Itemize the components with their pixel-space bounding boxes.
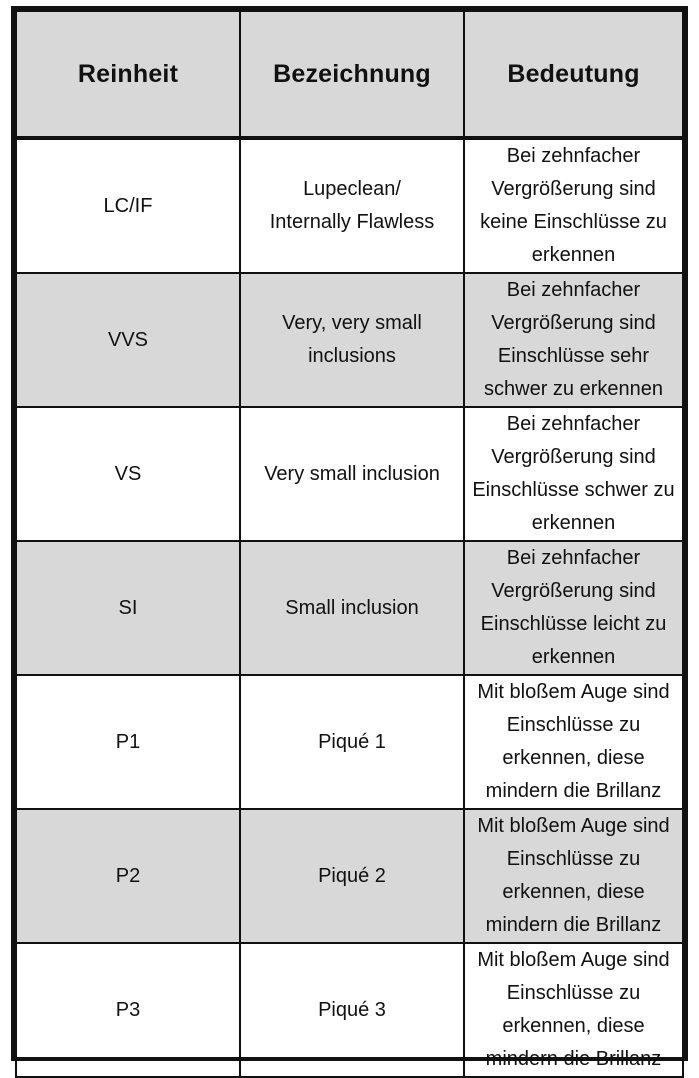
header-bezeichnung: Bezeichnung [240, 11, 464, 138]
cell-line: Lupeclean/ [303, 178, 401, 200]
cell-line: Einschlüsse zu [506, 848, 641, 870]
table-row [16, 809, 683, 943]
cell-line: mindern die Brillanz [485, 1048, 662, 1070]
cell-line: Mit bloßem Auge sind [477, 949, 670, 971]
cell-line: Bei zehnfacher [506, 547, 641, 569]
cell-line: Very, very small [282, 312, 422, 334]
cell-line: Vergrößerung sind [491, 580, 656, 602]
cell-line: Vergrößerung sind [491, 446, 656, 468]
cell-bezeichnung [240, 138, 464, 273]
cell-line: erkennen, diese [502, 747, 645, 769]
cell-line: Einschlüsse leicht zu [480, 613, 667, 635]
cell-reinheit: P1 [16, 675, 240, 809]
cell-reinheit: SI [16, 541, 240, 675]
cell-bedeutung [464, 675, 683, 809]
cell-reinheit: P2 [16, 809, 240, 943]
cell-line: Vergrößerung sind [491, 178, 656, 200]
cell-line: schwer zu erkennen [484, 378, 663, 400]
cell-reinheit: LC/IF [16, 138, 240, 273]
cell-bezeichnung [240, 675, 464, 809]
clarity-grade-table [15, 10, 684, 1078]
cell-bezeichnung [240, 541, 464, 675]
cell-line: Einschlüsse zu [506, 982, 641, 1004]
table-header-row [16, 11, 683, 138]
header-reinheit: Reinheit [16, 11, 240, 138]
cell-line: Mit bloßem Auge sind [477, 815, 670, 837]
cell-bezeichnung [240, 943, 464, 1077]
header-bedeutung: Bedeutung [464, 11, 683, 138]
cell-line: mindern die Brillanz [485, 914, 662, 936]
cell-bedeutung [464, 809, 683, 943]
cell-line: mindern die Brillanz [485, 780, 662, 802]
cell-line: Einschlüsse zu [506, 714, 641, 736]
cell-bezeichnung [240, 407, 464, 541]
cell-line: Piqué 3 [318, 998, 386, 1021]
clarity-table [11, 6, 688, 1070]
cell-line: erkennen [531, 244, 616, 266]
cell-reinheit: P3 [16, 943, 240, 1077]
cell-line: erkennen, diese [502, 881, 645, 903]
cell-line: inclusions [308, 345, 396, 367]
cell-bedeutung [464, 273, 683, 407]
cell-reinheit: VS [16, 407, 240, 541]
cell-line: erkennen, diese [502, 1015, 645, 1037]
cell-line: Small inclusion [285, 596, 419, 619]
cell-line: erkennen [531, 646, 616, 668]
cell-bedeutung [464, 541, 683, 675]
cell-line: Very small inclusion [264, 462, 440, 485]
table-row [16, 541, 683, 675]
table-row [16, 273, 683, 407]
cell-line: Piqué 2 [318, 864, 386, 887]
cell-line: Internally Flawless [269, 211, 435, 233]
cell-bezeichnung [240, 273, 464, 407]
cell-line: erkennen [531, 512, 616, 534]
table-row [16, 943, 683, 1077]
cell-reinheit: VVS [16, 273, 240, 407]
cell-line: Bei zehnfacher [506, 413, 641, 435]
cell-line: Bei zehnfacher [506, 279, 641, 301]
cell-bedeutung [464, 138, 683, 273]
cell-line: Vergrößerung sind [491, 312, 656, 334]
cell-bedeutung [464, 407, 683, 541]
table-row [16, 138, 683, 273]
cell-line: keine Einschlüsse zu [480, 211, 667, 233]
cell-bedeutung [464, 943, 683, 1077]
table-row [16, 407, 683, 541]
cell-line: Einschlüsse sehr [497, 345, 650, 367]
cell-line: Einschlüsse schwer zu [472, 479, 675, 501]
cell-line: Bei zehnfacher [506, 145, 641, 167]
cell-bezeichnung [240, 809, 464, 943]
table-row [16, 675, 683, 809]
cell-line: Piqué 1 [318, 730, 386, 753]
cell-line: Mit bloßem Auge sind [477, 681, 670, 703]
